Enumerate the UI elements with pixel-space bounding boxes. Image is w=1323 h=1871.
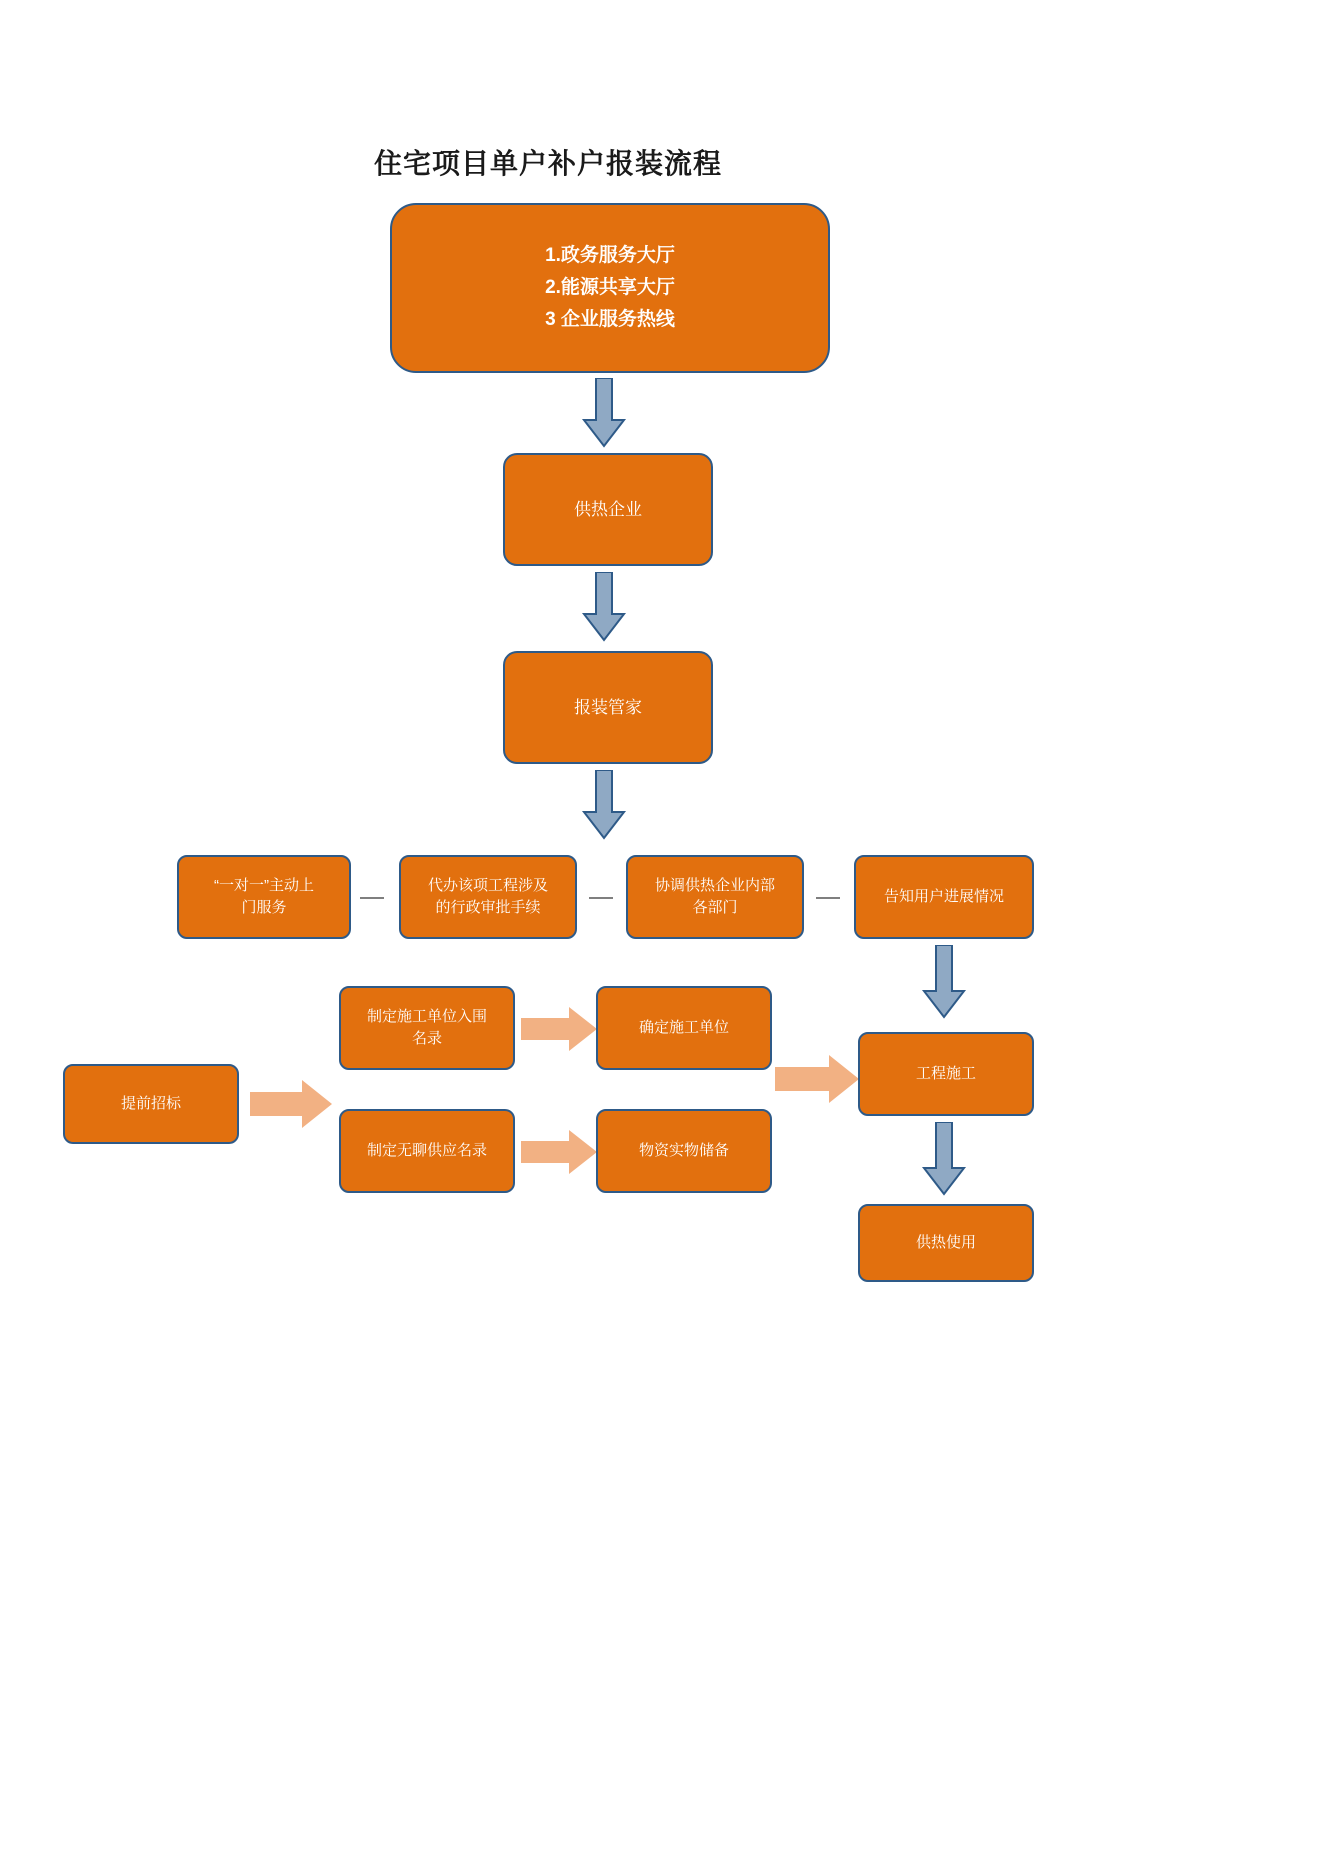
- node-pre-bid-label: 提前招标: [120, 1094, 181, 1112]
- connector-service-2-3: [816, 897, 840, 899]
- entry-lines: [545, 240, 675, 337]
- arrow-steward-to-services: [580, 770, 628, 842]
- node-confirm-contractor[interactable]: [596, 986, 772, 1070]
- entry-line-1: 1.政务服务大厅: [545, 244, 675, 266]
- node-material-reserve[interactable]: [596, 1109, 772, 1193]
- contractor-list-line-2: 名录: [411, 1030, 442, 1047]
- node-service-one-to-one[interactable]: [177, 855, 351, 939]
- arrow-construction-to-heat-use: [920, 1122, 968, 1198]
- node-service-approval-agency[interactable]: [399, 855, 577, 939]
- node-supply-list[interactable]: [339, 1109, 515, 1193]
- node-contractor-shortlist[interactable]: [339, 986, 515, 1070]
- node-install-steward-label: 报装管家: [574, 697, 642, 717]
- node-construction[interactable]: [858, 1032, 1034, 1116]
- service-0-line-2: 门服务: [241, 899, 287, 916]
- service-1-line-1: 代办该项工程涉及: [427, 876, 548, 894]
- node-heat-company[interactable]: [503, 453, 713, 566]
- arrow-notify-to-construction: [920, 945, 968, 1021]
- connector-service-0-1: [360, 897, 384, 899]
- arrow-supply-to-reserve: [521, 1128, 599, 1176]
- arrow-entry-to-heat-company: [580, 378, 628, 450]
- arrow-pre-bid-to-lists: [250, 1078, 334, 1130]
- node-heat-use[interactable]: [858, 1204, 1034, 1282]
- node-heat-use-label: 供热使用: [915, 1233, 976, 1251]
- arrow-to-construction: [775, 1053, 861, 1105]
- node-install-steward[interactable]: [503, 651, 713, 764]
- node-construction-label: 工程施工: [915, 1064, 976, 1082]
- arrow-shortlist-to-confirm: [521, 1005, 599, 1053]
- supply-list-line-1: 制定无聊供应名录: [366, 1141, 487, 1159]
- node-confirm-contractor-label: 确定施工单位: [638, 1018, 729, 1036]
- node-material-reserve-label: 物资实物储备: [638, 1141, 729, 1159]
- node-entry-channels[interactable]: [390, 203, 830, 373]
- entry-line-3: 3 企业服务热线: [545, 309, 675, 331]
- node-pre-bid[interactable]: [63, 1064, 239, 1144]
- service-2-line-1: 协调供热企业内部: [654, 876, 775, 894]
- service-3-line-1: 告知用户进展情况: [883, 887, 1004, 905]
- node-service-notify-user[interactable]: [854, 855, 1034, 939]
- entry-line-2: 2.能源共享大厅: [545, 276, 675, 298]
- page-title: 住宅项目单户补户报装流程: [374, 148, 723, 179]
- node-service-internal-coordination[interactable]: [626, 855, 804, 939]
- service-0-line-1: “一对一”主动上: [214, 876, 314, 894]
- connector-service-1-2: [589, 897, 613, 899]
- contractor-list-line-1: 制定施工单位入围: [366, 1007, 487, 1025]
- service-2-line-2: 各部门: [692, 899, 738, 916]
- service-1-line-2: 的行政审批手续: [435, 899, 541, 916]
- node-heat-company-label: 供热企业: [574, 499, 642, 519]
- arrow-heat-company-to-steward: [580, 572, 628, 644]
